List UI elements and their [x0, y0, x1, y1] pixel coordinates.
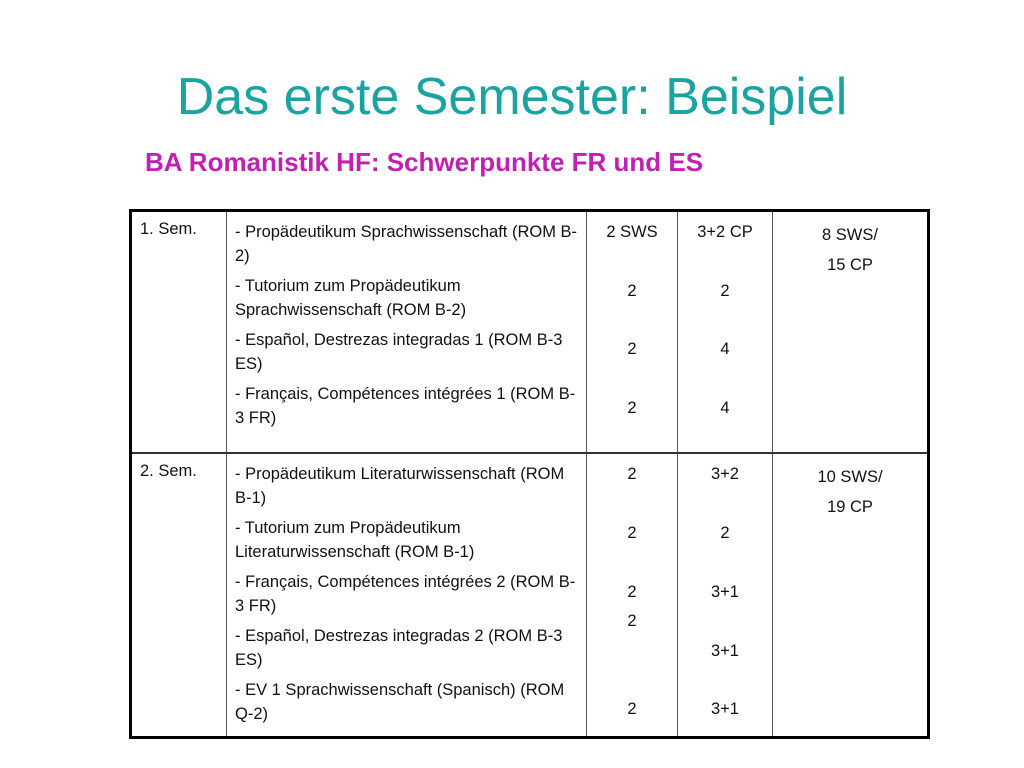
- slide-title: Das erste Semester: Beispiel: [176, 68, 848, 126]
- cp-value: 2: [720, 282, 730, 300]
- course-item: - Propädeutikum Literaturwissenschaft (ROM B-1): [235, 464, 565, 507]
- slide-subtitle: BA Romanistik HF: Schwerpunkte FR und ES: [145, 147, 704, 177]
- course-item: - Español, Destrezas integradas 2 (ROM B-3 ES): [235, 626, 563, 669]
- sws-value: 2 SWS: [606, 223, 658, 241]
- sws-value: 2: [627, 611, 637, 630]
- course-item: - Tutorium zum Propädeutikum Sprachwissenschaft (ROM B-2): [235, 277, 467, 319]
- cp-cell: [678, 211, 773, 453]
- course-item: - EV 1 Sprachwissenschaft (Spanisch) (ROM Q-2): [235, 680, 565, 723]
- sws-cell: [587, 211, 678, 453]
- total-cell: [773, 453, 929, 738]
- course-item: - Français, Compétences intégrées 1 (ROM B-3 FR): [235, 385, 576, 427]
- cp-value: 3+1: [711, 699, 739, 718]
- sws-value: 2: [627, 282, 637, 300]
- cp-cell: [678, 453, 773, 738]
- course-table: [129, 209, 930, 739]
- cp-value: 3+1: [711, 582, 739, 601]
- cp-value: 3+2 CP: [697, 223, 753, 241]
- semester-cell: [131, 453, 227, 738]
- sws-value: 2: [627, 523, 637, 542]
- semester-label: 2. Sem.: [140, 461, 197, 480]
- sws-value: 2: [627, 582, 637, 601]
- semester-cell: [131, 211, 227, 453]
- total-cp: 15 CP: [827, 256, 873, 274]
- semester-label: 1. Sem.: [140, 220, 197, 238]
- table-row-semester-2: [131, 453, 929, 738]
- sws-value: 2: [627, 464, 637, 483]
- courses-cell: [227, 453, 587, 738]
- sws-value: 2: [627, 340, 637, 358]
- total-sws: 10 SWS/: [817, 467, 883, 486]
- total-cp: 19 CP: [827, 497, 873, 516]
- sws-value: 2: [627, 699, 637, 718]
- cp-value: 4: [720, 399, 730, 417]
- course-item: - Français, Compétences intégrées 2 (ROM B-3 FR): [235, 572, 576, 615]
- table-row-semester-1: [131, 211, 929, 453]
- cp-value: 3+1: [711, 641, 739, 660]
- sws-value: 2: [627, 399, 637, 417]
- courses-cell: [227, 211, 587, 453]
- cp-value: 4: [720, 340, 730, 358]
- cp-value: 3+2: [711, 464, 739, 483]
- sws-cell: [587, 453, 678, 738]
- course-item: - Español, Destrezas integradas 1 (ROM B-3 ES): [235, 331, 563, 373]
- course-item: - Tutorium zum Propädeutikum Literaturwissenschaft (ROM B-1): [235, 518, 475, 561]
- total-sws: 8 SWS/: [822, 226, 878, 244]
- course-item: - Propädeutikum Sprachwissenschaft (ROM B-2): [235, 223, 578, 265]
- cp-value: 2: [720, 523, 730, 542]
- total-cell: [773, 211, 929, 453]
